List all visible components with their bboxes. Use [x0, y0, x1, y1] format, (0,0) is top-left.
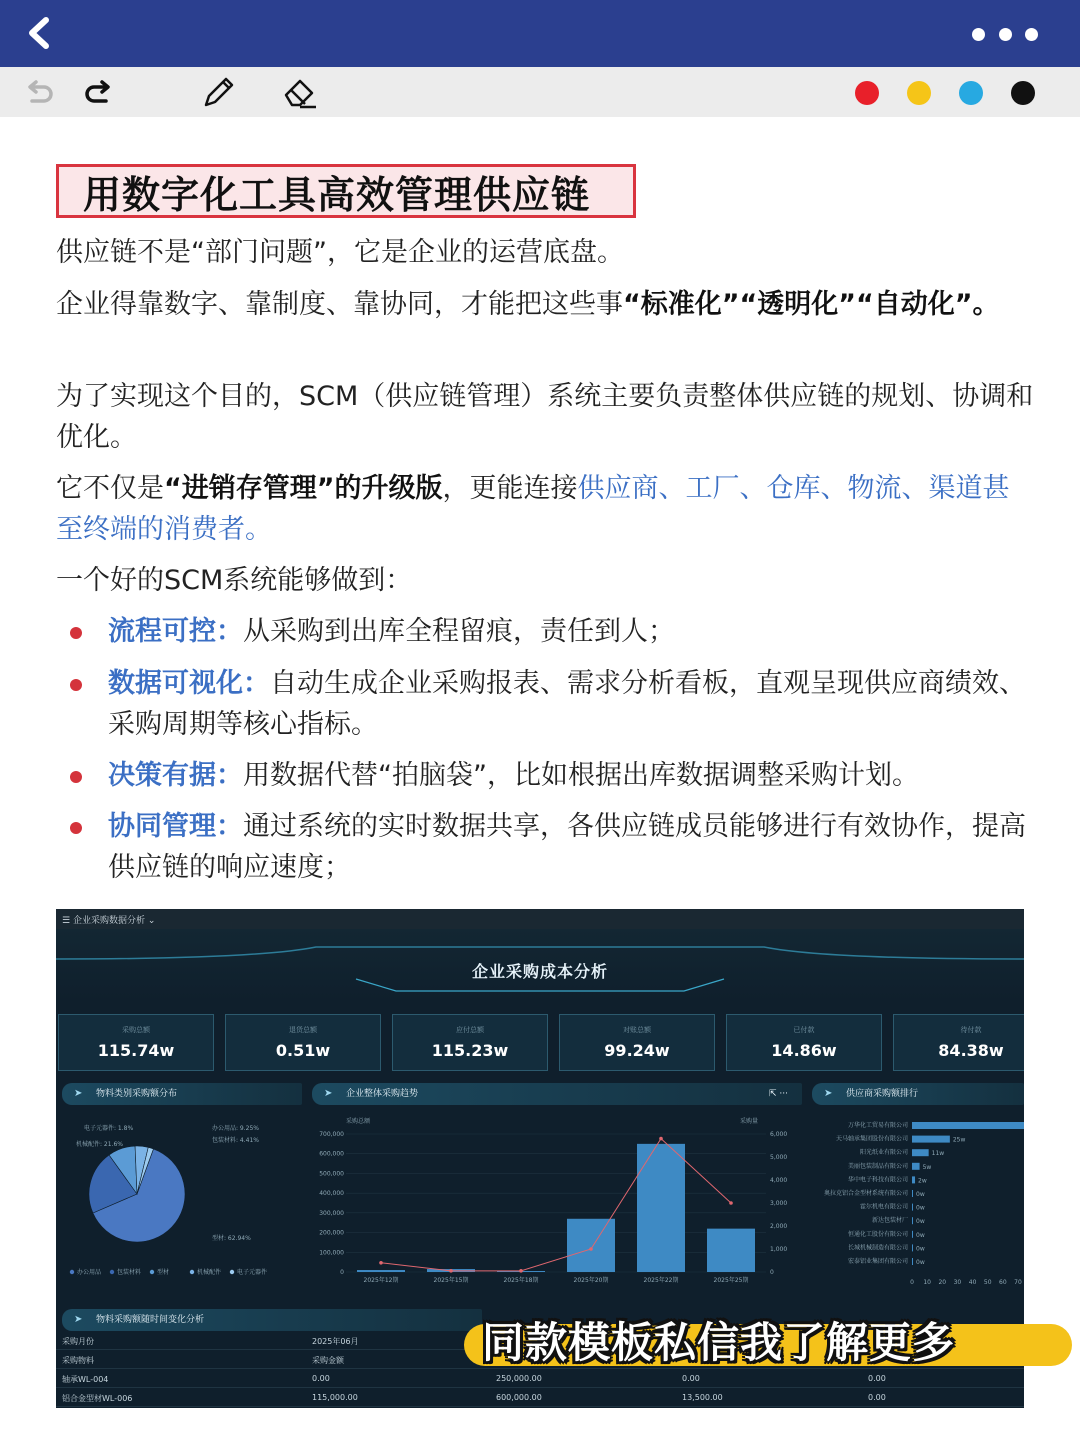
top-nav-bar — [0, 0, 1080, 67]
supplier-value: 25w — [952, 1136, 966, 1144]
bullet-dot-icon — [70, 822, 82, 834]
table-row — [56, 1388, 1024, 1407]
legend-marker — [190, 1270, 194, 1274]
table-cell: 0.00 — [868, 1393, 886, 1402]
y2-tick-label: 4,000 — [770, 1177, 788, 1184]
table-cell: 250,000.00 — [496, 1374, 542, 1383]
kpi-label: 已付款 — [793, 1026, 815, 1034]
kpi-label: 待付款 — [960, 1026, 982, 1034]
legend-marker — [70, 1270, 74, 1274]
supplier-label: 阳光纸业有限公司 — [859, 1149, 908, 1157]
kpi-value: 14.86w — [771, 1041, 837, 1060]
supplier-label: 奥拉克铝合金型材系统有限公司 — [823, 1190, 908, 1197]
supplier-value: 0w — [916, 1218, 925, 1226]
kpi-value: 0.51w — [275, 1041, 331, 1060]
x-tick-label: 40 — [968, 1279, 977, 1286]
table-cell: 轴承WL-004 — [62, 1375, 109, 1384]
y-tick-label: 100,000 — [319, 1249, 344, 1257]
paragraph-4 — [56, 468, 1036, 550]
paragraph-4-emphasis: “进销存管理”的升级版 — [164, 473, 443, 504]
paragraph-2-emphasis: “标准化”“透明化”“自动化”。 — [623, 289, 1000, 320]
y-tick-label: 600,000 — [319, 1150, 344, 1158]
y2-tick-label: 3,000 — [770, 1200, 788, 1207]
x-tick-label: 2025年25期 — [713, 1277, 749, 1284]
bullet-item — [70, 611, 1030, 652]
legend-label: 办公用品 — [77, 1269, 102, 1276]
bullet-text: 自动生成企业采购报表、需求分析看板，直观呈现供应商绩效、采购周期等核心指标。 — [108, 668, 1026, 740]
legend-marker — [230, 1270, 234, 1274]
dashboard-title: 企业采购成本分析 — [471, 962, 608, 981]
x-tick-label: 2025年22期 — [643, 1277, 679, 1284]
color-swatch-3[interactable] — [1011, 81, 1035, 105]
panel-header-category: ➤ 物料类别采购额分布 — [62, 1083, 302, 1105]
y-tick-label: 200,000 — [319, 1229, 344, 1237]
table-cell: 115,000.00 — [312, 1393, 358, 1402]
trend-point — [449, 1269, 453, 1273]
color-swatch-2[interactable] — [959, 81, 983, 105]
trend-point — [589, 1247, 593, 1251]
article-title-box — [56, 164, 636, 218]
article-title: 用数字化工具高效管理供应链 — [83, 172, 591, 217]
legend-label: 包装材料 — [117, 1269, 142, 1276]
y-tick-label: 400,000 — [319, 1190, 344, 1198]
bullet-item — [70, 755, 1030, 796]
bullet-text: 从采购到出库全程留痕，责任到人； — [243, 616, 675, 647]
kpi-card — [58, 1014, 214, 1071]
kpi-value: 99.24w — [604, 1041, 670, 1060]
supplier-bar — [912, 1258, 913, 1265]
x-tick-label: 0 — [910, 1279, 914, 1286]
table-cell: 2025年06月 — [312, 1337, 359, 1346]
supplier-value: 0w — [916, 1259, 925, 1266]
supplier-label: 天马轴承集团股份有限公司 — [835, 1135, 908, 1143]
supplier-value: 5w — [922, 1163, 932, 1171]
bullet-item — [70, 663, 1030, 745]
y-axis-title: 采购总额 — [346, 1118, 371, 1125]
supplier-bar — [912, 1136, 950, 1143]
supplier-label: 长城机械制造有限公司 — [847, 1244, 908, 1252]
y2-tick-label: 1,000 — [770, 1246, 788, 1253]
supplier-label: 万华化工贸易有限公司 — [847, 1122, 908, 1129]
supplier-bar — [912, 1231, 913, 1238]
redo-icon[interactable] — [80, 75, 116, 111]
table-cell: 0.00 — [868, 1374, 886, 1383]
trend-bar — [637, 1144, 685, 1272]
panel-tools-icon: ⇱ ··· — [769, 1089, 788, 1099]
eraser-icon[interactable] — [282, 75, 318, 111]
trend-chart — [312, 1114, 802, 1294]
panel-header-trend: ➤ 企业整体采购趋势 ⇱ ··· — [312, 1083, 802, 1105]
supplier-bar — [912, 1176, 915, 1183]
supplier-value: 0w — [916, 1204, 925, 1212]
supplier-value: 0w — [916, 1245, 925, 1253]
paragraph-2 — [56, 284, 1036, 325]
supplier-bar — [912, 1163, 920, 1170]
table-cell: 采购物料 — [62, 1356, 94, 1365]
kpi-label: 应付总额 — [456, 1026, 484, 1034]
y-tick-label: 700,000 — [319, 1131, 344, 1138]
kpi-label: 对账总额 — [623, 1026, 651, 1034]
kpi-card — [559, 1014, 715, 1071]
supplier-bar — [912, 1190, 913, 1197]
paragraph-4-text-a: 它不仅是 — [56, 473, 164, 504]
bullet-heading: 流程可控： — [108, 616, 243, 647]
x-tick-label: 60 — [999, 1279, 1007, 1286]
trend-point — [729, 1201, 733, 1205]
supplier-label: 恒通化工股份有限公司 — [847, 1230, 908, 1238]
supplier-bar — [912, 1204, 913, 1211]
supplier-label: 华中电子科技有限公司 — [847, 1176, 908, 1184]
table-cell: 13,500.00 — [682, 1393, 723, 1402]
x-tick-label: 2025年15期 — [433, 1277, 469, 1284]
banner-text: 同款模板私信我了解更多 — [482, 1318, 956, 1367]
table-cell: 0.00 — [682, 1374, 700, 1383]
undo-icon[interactable] — [22, 75, 58, 111]
x-tick-label: 2025年20期 — [573, 1277, 609, 1284]
bullet-dot-icon — [70, 771, 82, 783]
supplier-label: 宏泰铝业集团有限公司 — [847, 1258, 908, 1265]
back-arrow-icon[interactable] — [22, 16, 56, 50]
table-cell: 采购金额 — [312, 1356, 344, 1365]
trend-point — [519, 1269, 523, 1273]
promo-banner — [464, 1310, 1072, 1366]
trend-point — [659, 1137, 663, 1141]
kpi-card — [893, 1014, 1024, 1071]
table-row — [56, 1369, 1024, 1388]
y-tick-label: 300,000 — [319, 1209, 344, 1217]
y-tick-label: 500,000 — [319, 1170, 344, 1178]
x-tick-label: 10 — [923, 1279, 931, 1286]
pie-label: 办公用品: 9.25% — [212, 1125, 259, 1132]
y2-axis-title: 采购量 — [740, 1118, 759, 1125]
paragraph-3: 为了实现这个目的，SCM（供应链管理）系统主要负责整体供应链的规划、协调和优化。 — [56, 381, 1034, 453]
color-swatch-1[interactable] — [907, 81, 931, 105]
dashboard-menu-bar: ☰ 企业采购数据分析 ⌄ — [56, 909, 1024, 929]
legend-marker — [150, 1270, 154, 1274]
supplier-bar — [912, 1244, 913, 1251]
x-tick-label: 2025年18期 — [503, 1277, 539, 1284]
bullet-dot-icon — [70, 627, 82, 639]
legend-marker — [110, 1270, 114, 1274]
trend-bar — [567, 1219, 615, 1272]
supplier-value: 2w — [918, 1177, 927, 1185]
table-cell: 采购月份 — [62, 1337, 94, 1346]
kpi-card — [392, 1014, 548, 1071]
paragraph-4-text-c: ，更能连接 — [442, 473, 578, 504]
table-cell: 600,000.00 — [496, 1393, 542, 1402]
color-swatch-0[interactable] — [855, 81, 879, 105]
supplier-bar — [912, 1217, 913, 1224]
legend-label: 机械配件 — [197, 1269, 222, 1276]
trend-point — [379, 1261, 383, 1265]
paragraph-4-highlight: 供应商、工厂、仓库、物流、渠道甚至终端的消费者。 — [56, 473, 1010, 545]
supplier-bar — [912, 1122, 1024, 1129]
x-tick-label: 70 — [1014, 1279, 1022, 1286]
kpi-value: 115.74w — [97, 1041, 175, 1060]
supplier-chart — [812, 1114, 1024, 1294]
trend-bar — [357, 1270, 405, 1272]
paragraph-5: 一个好的SCM系统能够做到： — [56, 565, 413, 596]
y2-tick-label: 6,000 — [770, 1131, 788, 1138]
bullet-text: 通过系统的实时数据共享，各供应链成员能够进行有效协作，提高供应链的响应速度； — [108, 811, 1026, 883]
pie-label: 型材: 62.94% — [212, 1235, 251, 1242]
supplier-label: 新达包装材厂 — [871, 1217, 908, 1225]
bullet-dot-icon — [70, 679, 82, 691]
x-tick-label: 20 — [938, 1279, 947, 1286]
y-tick-label: 0 — [340, 1269, 344, 1276]
supplier-bar — [912, 1149, 929, 1156]
y2-tick-label: 0 — [770, 1269, 774, 1276]
y2-tick-label: 2,000 — [770, 1223, 788, 1230]
paragraph-2-text: 企业得靠数字、靠制度、靠协同，才能把这些事 — [56, 289, 623, 320]
y2-tick-label: 5,000 — [770, 1154, 788, 1161]
table-cell: 铝合金型材WL-006 — [62, 1394, 133, 1403]
table-cell: 0.00 — [312, 1374, 330, 1383]
supplier-label: 霍尔机电有限公司 — [859, 1203, 908, 1211]
bullet-heading: 协同管理： — [108, 811, 243, 842]
bullet-heading: 决策有据： — [108, 760, 243, 791]
pie-label: 机械配件: 21.6% — [76, 1141, 123, 1148]
pie-label: 电子元器件: 1.8% — [84, 1125, 134, 1132]
legend-label: 型材 — [157, 1269, 170, 1276]
panel-header-supplier: ➤ 供应商采购额排行 — [812, 1083, 1024, 1105]
panel-header-material-time: ➤ 物料采购额随时间变化分析 — [62, 1309, 482, 1331]
x-tick-label: 50 — [983, 1279, 992, 1286]
x-tick-label: 2025年12期 — [363, 1277, 399, 1284]
kpi-card — [726, 1014, 882, 1071]
dashboard-menu-label: 企业采购数据分析 — [72, 916, 145, 926]
pencil-icon[interactable] — [200, 75, 236, 111]
supplier-label: 美丽包装制品有限公司 — [847, 1162, 908, 1170]
paragraph-1: 供应链不是“部门问题”，它是企业的运营底盘。 — [56, 237, 624, 268]
pie-chart — [62, 1114, 302, 1284]
kpi-card — [225, 1014, 381, 1071]
supplier-value: 0w — [916, 1231, 925, 1239]
bullet-heading: 数据可视化： — [108, 668, 270, 699]
kpi-label: 采购总额 — [122, 1026, 150, 1034]
bullet-item — [70, 806, 1030, 888]
kpi-value: 84.38w — [938, 1041, 1004, 1060]
supplier-value: 11w — [931, 1150, 945, 1158]
bullet-text: 用数据代替“拍脑袋”，比如根据出库数据调整采购计划。 — [243, 760, 919, 791]
legend-label: 电子元器件 — [237, 1269, 268, 1276]
more-options-icon[interactable] — [972, 28, 1038, 42]
pie-label: 包装材料: 4.41% — [212, 1137, 259, 1144]
x-tick-label: 30 — [953, 1279, 962, 1286]
kpi-value: 115.23w — [431, 1041, 509, 1060]
trend-bar — [707, 1229, 755, 1272]
supplier-value: 0w — [916, 1191, 925, 1198]
kpi-label: 退货总额 — [289, 1026, 317, 1034]
